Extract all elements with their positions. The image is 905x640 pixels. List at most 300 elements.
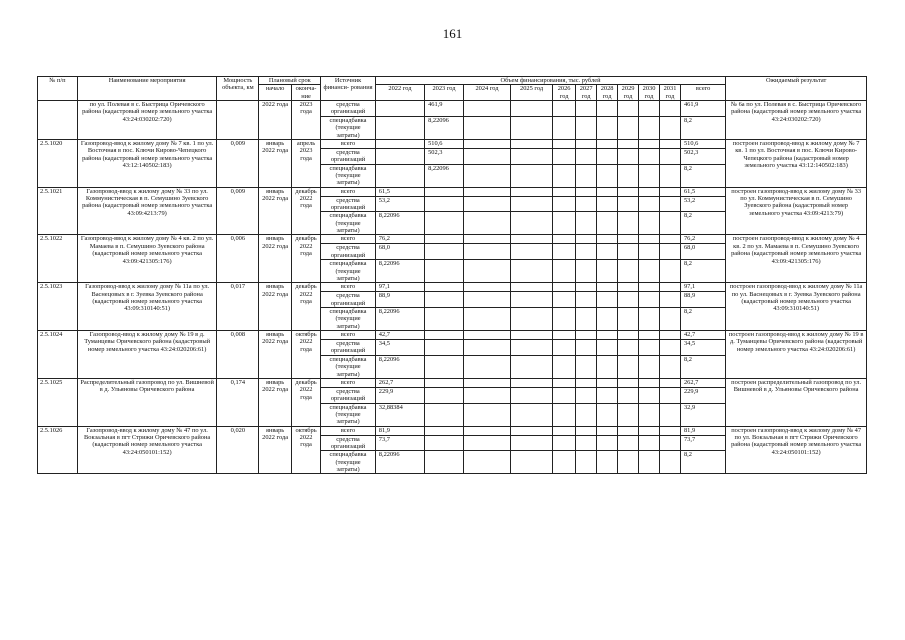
amount-total: 8,2 bbox=[680, 451, 725, 474]
amount-empty bbox=[597, 164, 618, 187]
amount-total: 8,2 bbox=[680, 355, 725, 378]
amount-empty bbox=[639, 101, 660, 117]
term-end: 2023 года bbox=[291, 101, 320, 140]
amount-empty bbox=[618, 331, 639, 340]
expected-result: построен газопровод-ввод к жилому дому № 7 кв. 1 по ул. Восточная в пос. Ключи Кирово-Чепецкого района (кадастровый номер земельного участка 43:12:140502:183) bbox=[726, 139, 867, 187]
amount-empty bbox=[511, 331, 553, 340]
amount-empty bbox=[618, 116, 639, 139]
amount-total: 32,9 bbox=[680, 403, 725, 426]
amount-empty bbox=[597, 139, 618, 148]
amount-empty bbox=[553, 139, 576, 148]
amount-empty bbox=[511, 244, 553, 260]
funding-source: всего bbox=[321, 283, 376, 292]
amount-empty bbox=[553, 340, 576, 356]
financing-plan-table bbox=[37, 76, 867, 474]
amount-empty bbox=[639, 331, 660, 340]
amount-empty bbox=[639, 292, 660, 308]
capacity-value: 0,009 bbox=[217, 139, 259, 187]
amount-empty bbox=[660, 244, 681, 260]
amount-total: 8,2 bbox=[680, 212, 725, 235]
amount-empty bbox=[553, 403, 576, 426]
amount-empty bbox=[463, 164, 510, 187]
term-start: январь 2022 года bbox=[259, 283, 292, 331]
amount-2023 bbox=[425, 426, 464, 435]
amount-empty bbox=[576, 187, 597, 196]
amount-empty bbox=[511, 426, 553, 435]
amount-empty bbox=[639, 378, 660, 387]
amount-empty bbox=[511, 451, 553, 474]
amount-empty bbox=[511, 235, 553, 244]
amount-2022: 32,88384 bbox=[375, 403, 424, 426]
amount-empty bbox=[463, 116, 510, 139]
amount-empty bbox=[597, 331, 618, 340]
amount-empty bbox=[553, 235, 576, 244]
amount-total: 73,7 bbox=[680, 435, 725, 451]
amount-2023 bbox=[425, 235, 464, 244]
table-row bbox=[38, 101, 867, 117]
capacity-value bbox=[217, 101, 259, 140]
funding-source: средства организаций bbox=[321, 435, 376, 451]
measure-name: Газопровод-ввод к жилому дому № 4 кв. 2 по ул. Мамаева в п. Семушино Зуевского района (кадастровый номер земельного участка 43:09:421305:176) bbox=[77, 235, 217, 283]
amount-empty bbox=[553, 283, 576, 292]
term-end: декабрь 2022 года bbox=[291, 283, 320, 331]
funding-source: спецнадбавка (текущие затраты) bbox=[321, 164, 376, 187]
amount-empty bbox=[576, 378, 597, 387]
amount-total: 262,7 bbox=[680, 378, 725, 387]
funding-source: средства организаций bbox=[321, 292, 376, 308]
row-number: 2.5.1024 bbox=[38, 331, 78, 379]
amount-empty bbox=[597, 101, 618, 117]
amount-total: 88,9 bbox=[680, 292, 725, 308]
funding-source: средства организаций bbox=[321, 148, 376, 164]
amount-empty bbox=[618, 340, 639, 356]
amount-2022: 88,9 bbox=[375, 292, 424, 308]
amount-empty bbox=[639, 196, 660, 212]
amount-2023 bbox=[425, 387, 464, 403]
amount-empty bbox=[463, 283, 510, 292]
amount-2022 bbox=[375, 139, 424, 148]
amount-empty bbox=[618, 426, 639, 435]
amount-empty bbox=[660, 148, 681, 164]
amount-total: 461,9 bbox=[680, 101, 725, 117]
amount-empty bbox=[553, 116, 576, 139]
amount-empty bbox=[639, 283, 660, 292]
funding-source: спецнадбавка (текущие затраты) bbox=[321, 260, 376, 283]
amount-2023 bbox=[425, 187, 464, 196]
amount-empty bbox=[639, 387, 660, 403]
amount-2022: 8,22096 bbox=[375, 307, 424, 330]
amount-empty bbox=[660, 307, 681, 330]
amount-empty bbox=[463, 101, 510, 117]
amount-empty bbox=[660, 235, 681, 244]
amount-empty bbox=[553, 331, 576, 340]
amount-empty bbox=[553, 292, 576, 308]
amount-empty bbox=[463, 187, 510, 196]
amount-empty bbox=[618, 164, 639, 187]
amount-2023 bbox=[425, 307, 464, 330]
amount-empty bbox=[553, 164, 576, 187]
amount-empty bbox=[618, 260, 639, 283]
amount-empty bbox=[463, 451, 510, 474]
term-start: январь 2022 года bbox=[259, 378, 292, 426]
amount-2023 bbox=[425, 212, 464, 235]
header-term-start: начало bbox=[259, 85, 292, 101]
amount-2023: 8,22096 bbox=[425, 164, 464, 187]
header-year: 2031 год bbox=[660, 85, 681, 101]
capacity-value: 0,174 bbox=[217, 378, 259, 426]
amount-empty bbox=[511, 387, 553, 403]
amount-empty bbox=[463, 244, 510, 260]
amount-empty bbox=[553, 101, 576, 117]
amount-empty bbox=[553, 435, 576, 451]
amount-empty bbox=[639, 340, 660, 356]
amount-empty bbox=[511, 196, 553, 212]
amount-total: 8,2 bbox=[680, 260, 725, 283]
measure-name: Газопровод-ввод к жилому дому № 7 кв. 1 по ул. Восточная в пос. Ключи Кирово-Чепецкого района (кадастровый номер земельного участка 43:12:140502:183) bbox=[77, 139, 217, 187]
amount-total: 8,2 bbox=[680, 307, 725, 330]
amount-empty bbox=[660, 331, 681, 340]
amount-total: 53,2 bbox=[680, 196, 725, 212]
amount-empty bbox=[597, 355, 618, 378]
expected-result: построен газопровод-ввод к жилому дому № 4 кв. 2 по ул. Мамаева в п. Семушино Зуевского района (кадастровый номер земельного участка 43:09:421305:176) bbox=[726, 235, 867, 283]
amount-empty bbox=[576, 435, 597, 451]
amount-empty bbox=[576, 164, 597, 187]
amount-2022: 53,2 bbox=[375, 196, 424, 212]
amount-total: 510,6 bbox=[680, 139, 725, 148]
amount-2023 bbox=[425, 340, 464, 356]
amount-empty bbox=[511, 164, 553, 187]
capacity-value: 0,008 bbox=[217, 331, 259, 379]
term-end: декабрь 2022 года bbox=[291, 235, 320, 283]
amount-empty bbox=[660, 139, 681, 148]
amount-2022: 81,9 bbox=[375, 426, 424, 435]
amount-empty bbox=[553, 260, 576, 283]
amount-2022: 8,22096 bbox=[375, 212, 424, 235]
amount-empty bbox=[511, 116, 553, 139]
amount-empty bbox=[618, 196, 639, 212]
amount-empty bbox=[618, 307, 639, 330]
amount-2023: 502,3 bbox=[425, 148, 464, 164]
amount-empty bbox=[639, 307, 660, 330]
amount-2022: 34,5 bbox=[375, 340, 424, 356]
term-start: январь 2022 года bbox=[259, 139, 292, 187]
amount-empty bbox=[597, 426, 618, 435]
capacity-value: 0,020 bbox=[217, 426, 259, 474]
amount-empty bbox=[639, 260, 660, 283]
funding-source: всего bbox=[321, 378, 376, 387]
amount-empty bbox=[576, 212, 597, 235]
header-num: № п/п bbox=[38, 77, 78, 101]
amount-empty bbox=[463, 212, 510, 235]
amount-total: 34,5 bbox=[680, 340, 725, 356]
funding-source: спецнадбавка (текущие затраты) bbox=[321, 451, 376, 474]
amount-empty bbox=[553, 196, 576, 212]
amount-empty bbox=[597, 292, 618, 308]
row-number: 2.5.1022 bbox=[38, 235, 78, 283]
amount-empty bbox=[511, 307, 553, 330]
term-end: декабрь 2022 года bbox=[291, 378, 320, 426]
amount-empty bbox=[553, 378, 576, 387]
amount-empty bbox=[597, 196, 618, 212]
header-term-end: оконча- ние bbox=[291, 85, 320, 101]
amount-empty bbox=[618, 378, 639, 387]
amount-empty bbox=[639, 164, 660, 187]
amount-empty bbox=[660, 387, 681, 403]
amount-empty bbox=[660, 196, 681, 212]
amount-total: 97,1 bbox=[680, 283, 725, 292]
amount-empty bbox=[463, 235, 510, 244]
amount-empty bbox=[463, 355, 510, 378]
funding-source: спецнадбавка (текущие затраты) bbox=[321, 403, 376, 426]
amount-2023 bbox=[425, 355, 464, 378]
row-number: 2.5.1026 bbox=[38, 426, 78, 474]
amount-empty bbox=[660, 187, 681, 196]
amount-2022: 8,22096 bbox=[375, 451, 424, 474]
amount-empty bbox=[618, 451, 639, 474]
amount-empty bbox=[463, 340, 510, 356]
header-total: всего bbox=[680, 85, 725, 101]
amount-2022: 73,7 bbox=[375, 435, 424, 451]
amount-empty bbox=[660, 292, 681, 308]
table-row bbox=[38, 235, 867, 244]
amount-empty bbox=[511, 340, 553, 356]
amount-total: 76,2 bbox=[680, 235, 725, 244]
amount-2023 bbox=[425, 331, 464, 340]
amount-2022: 76,2 bbox=[375, 235, 424, 244]
header-year: 2030 год bbox=[639, 85, 660, 101]
amount-empty bbox=[597, 451, 618, 474]
table-row bbox=[38, 331, 867, 340]
amount-empty bbox=[463, 260, 510, 283]
amount-2023 bbox=[425, 283, 464, 292]
amount-empty bbox=[639, 435, 660, 451]
amount-empty bbox=[639, 148, 660, 164]
amount-2023 bbox=[425, 260, 464, 283]
header-term: Плановый срок bbox=[259, 77, 321, 85]
amount-empty bbox=[639, 244, 660, 260]
term-start: январь 2022 года bbox=[259, 426, 292, 474]
amount-empty bbox=[597, 244, 618, 260]
amount-empty bbox=[639, 212, 660, 235]
header-year: 2026 год bbox=[553, 85, 576, 101]
amount-empty bbox=[511, 212, 553, 235]
amount-empty bbox=[463, 196, 510, 212]
amount-empty bbox=[511, 355, 553, 378]
amount-empty bbox=[660, 116, 681, 139]
amount-empty bbox=[553, 387, 576, 403]
amount-2022: 61,5 bbox=[375, 187, 424, 196]
amount-empty bbox=[576, 283, 597, 292]
amount-2023: 510,6 bbox=[425, 139, 464, 148]
amount-empty bbox=[618, 244, 639, 260]
amount-total: 8,2 bbox=[680, 116, 725, 139]
table-row bbox=[38, 378, 867, 387]
measure-name: Газопровод-ввод к жилому дому № 19 в д. Туманцевы Оричевского района (кадастровый номер земельного участка 43:24:020206:61) bbox=[77, 331, 217, 379]
amount-2023 bbox=[425, 244, 464, 260]
expected-result: построен газопровод-ввод к жилому дому № 33 по ул. Коммунистическая в п. Семушино Зуевского района (кадастровый номер земельного участка 43:09:4213:79) bbox=[726, 187, 867, 235]
amount-empty bbox=[639, 116, 660, 139]
expected-result: построен газопровод-ввод к жилому дому № 11а по ул. Васнецовых в г. Зуевка Зуевского района (кадастровый номер земельного участка 43:09:310140:51) bbox=[726, 283, 867, 331]
amount-empty bbox=[576, 355, 597, 378]
funding-source: спецнадбавка (текущие затраты) bbox=[321, 307, 376, 330]
amount-empty bbox=[618, 212, 639, 235]
amount-empty bbox=[639, 187, 660, 196]
amount-empty bbox=[597, 307, 618, 330]
amount-empty bbox=[639, 355, 660, 378]
amount-empty bbox=[553, 244, 576, 260]
amount-empty bbox=[511, 139, 553, 148]
term-end: декабрь 2022 года bbox=[291, 187, 320, 235]
term-start: январь 2022 года bbox=[259, 187, 292, 235]
amount-empty bbox=[463, 426, 510, 435]
funding-source: спецнадбавка (текущие затраты) bbox=[321, 212, 376, 235]
funding-source: средства организаций bbox=[321, 196, 376, 212]
amount-empty bbox=[576, 148, 597, 164]
amount-empty bbox=[618, 235, 639, 244]
measure-name: Газопровод-ввод к жилому дому № 33 по ул. Коммунистическая в п. Семушино Зуевского района (кадастровый номер земельного участка 43:09:4213:79) bbox=[77, 187, 217, 235]
funding-source: всего bbox=[321, 235, 376, 244]
amount-empty bbox=[511, 283, 553, 292]
amount-2023 bbox=[425, 196, 464, 212]
amount-2022: 229,9 bbox=[375, 387, 424, 403]
amount-empty bbox=[463, 148, 510, 164]
header-name: Наименование мероприятия bbox=[77, 77, 217, 101]
amount-empty bbox=[660, 435, 681, 451]
funding-source: спецнадбавка (текущие затраты) bbox=[321, 355, 376, 378]
amount-empty bbox=[463, 387, 510, 403]
term-end: апрель 2023 года bbox=[291, 139, 320, 187]
amount-empty bbox=[618, 139, 639, 148]
measure-name: Газопровод-ввод к жилому дому № 11а по ул. Васнецовых в г. Зуевка Зуевского района (кадастровый номер земельного участка 43:09:310140:51) bbox=[77, 283, 217, 331]
funding-source: всего bbox=[321, 187, 376, 196]
amount-empty bbox=[597, 235, 618, 244]
amount-empty bbox=[553, 187, 576, 196]
funding-source: средства организаций bbox=[321, 387, 376, 403]
amount-empty bbox=[463, 139, 510, 148]
funding-source: всего bbox=[321, 139, 376, 148]
header-year: 2025 год bbox=[511, 85, 553, 101]
header-capacity: Мощность объекта, км bbox=[217, 77, 259, 101]
capacity-value: 0,009 bbox=[217, 187, 259, 235]
amount-empty bbox=[553, 148, 576, 164]
amount-empty bbox=[639, 235, 660, 244]
amount-2022: 8,22096 bbox=[375, 355, 424, 378]
amount-empty bbox=[660, 451, 681, 474]
row-number: 2.5.1020 bbox=[38, 139, 78, 187]
amount-empty bbox=[597, 435, 618, 451]
page-number: 161 bbox=[442, 26, 463, 41]
row-number: 2.5.1023 bbox=[38, 283, 78, 331]
header-source: Источник финанси- рования bbox=[321, 77, 376, 101]
header-year: 2029 год bbox=[618, 85, 639, 101]
amount-empty bbox=[597, 283, 618, 292]
table-row bbox=[38, 187, 867, 196]
amount-empty bbox=[576, 116, 597, 139]
funding-source: средства организаций bbox=[321, 340, 376, 356]
amount-2022 bbox=[375, 101, 424, 117]
amount-empty bbox=[463, 292, 510, 308]
amount-total: 8,2 bbox=[680, 164, 725, 187]
amount-empty bbox=[553, 212, 576, 235]
amount-empty bbox=[576, 426, 597, 435]
expected-result: построен распределительный газопровод по ул. Вишневой в д. Ульяновы Оричевского района bbox=[726, 378, 867, 426]
amount-total: 68,0 bbox=[680, 244, 725, 260]
amount-2022: 42,7 bbox=[375, 331, 424, 340]
header-year: 2024 год bbox=[463, 85, 510, 101]
amount-empty bbox=[639, 139, 660, 148]
amount-empty bbox=[576, 340, 597, 356]
amount-empty bbox=[660, 260, 681, 283]
amount-empty bbox=[639, 451, 660, 474]
amount-empty bbox=[576, 260, 597, 283]
amount-empty bbox=[511, 101, 553, 117]
amount-empty bbox=[597, 116, 618, 139]
amount-empty bbox=[660, 403, 681, 426]
amount-empty bbox=[576, 196, 597, 212]
row-number: 2.5.1025 bbox=[38, 378, 78, 426]
row-number: 2.5.1021 bbox=[38, 187, 78, 235]
amount-empty bbox=[576, 292, 597, 308]
amount-2022: 262,7 bbox=[375, 378, 424, 387]
term-end: октябрь 2022 года bbox=[291, 331, 320, 379]
header-year: 2028 год bbox=[597, 85, 618, 101]
header-year: 2027 год bbox=[576, 85, 597, 101]
amount-empty bbox=[660, 164, 681, 187]
amount-empty bbox=[618, 283, 639, 292]
amount-empty bbox=[660, 283, 681, 292]
amount-empty bbox=[511, 148, 553, 164]
amount-empty bbox=[553, 355, 576, 378]
amount-total: 42,7 bbox=[680, 331, 725, 340]
amount-empty bbox=[576, 139, 597, 148]
measure-name: Газопровод-ввод к жилому дому № 47 по ул. Вокзальная в пгт Стрижи Оричевского района (кадастровый номер земельного участка 43:24:050101:152) bbox=[77, 426, 217, 474]
amount-2023 bbox=[425, 403, 464, 426]
capacity-value: 0,017 bbox=[217, 283, 259, 331]
amount-empty bbox=[576, 307, 597, 330]
amount-total: 61,5 bbox=[680, 187, 725, 196]
amount-empty bbox=[463, 378, 510, 387]
expected-result: построен газопровод-ввод к жилому дому № 47 по ул. Вокзальная в пгт Стрижи Оричевского района (кадастровый номер земельного участка 43:24:050101:152) bbox=[726, 426, 867, 474]
amount-empty bbox=[660, 101, 681, 117]
amount-empty bbox=[597, 403, 618, 426]
amount-empty bbox=[597, 212, 618, 235]
amount-total: 229,9 bbox=[680, 387, 725, 403]
amount-empty bbox=[511, 187, 553, 196]
measure-name: Распределительный газопровод по ул. Вишневой в д. Ульяновы Оричевского района bbox=[77, 378, 217, 426]
amount-empty bbox=[463, 331, 510, 340]
amount-empty bbox=[511, 292, 553, 308]
amount-2022 bbox=[375, 116, 424, 139]
amount-2023: 8,22096 bbox=[425, 116, 464, 139]
amount-empty bbox=[553, 307, 576, 330]
amount-empty bbox=[576, 451, 597, 474]
capacity-value: 0,006 bbox=[217, 235, 259, 283]
amount-empty bbox=[576, 101, 597, 117]
amount-empty bbox=[576, 403, 597, 426]
funding-source: всего bbox=[321, 331, 376, 340]
amount-empty bbox=[618, 148, 639, 164]
term-start: 2022 года bbox=[259, 101, 292, 140]
header-year: 2022 год bbox=[375, 85, 424, 101]
amount-empty bbox=[618, 387, 639, 403]
amount-empty bbox=[553, 426, 576, 435]
amount-empty bbox=[511, 403, 553, 426]
amount-empty bbox=[576, 387, 597, 403]
amount-empty bbox=[660, 378, 681, 387]
expected-result: № 6а по ул. Полевая в с. Быстрица Оричевского района (кадастровый номер земельного участка 43:24:030202:720) bbox=[726, 101, 867, 140]
amount-empty bbox=[639, 403, 660, 426]
amount-empty bbox=[597, 378, 618, 387]
